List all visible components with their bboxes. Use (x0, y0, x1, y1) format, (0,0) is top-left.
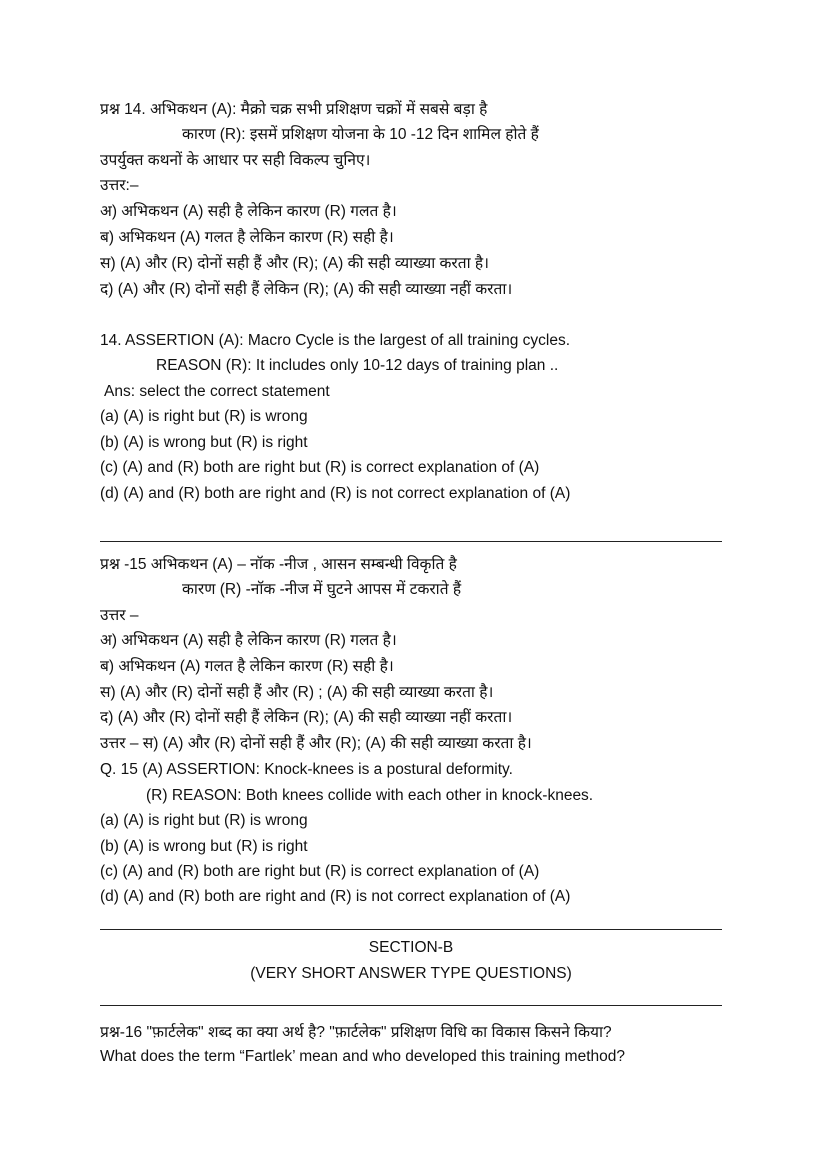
divider-rule (100, 1005, 722, 1006)
q16-english-question: What does the term “Fartlek’ mean and who developed this training method? (100, 1048, 625, 1065)
q14-hindi-option-d: द) (A) और (R) दोनों सही हैं लेकिन (R); (A) की सही व्याख्या नहीं करता। (100, 281, 513, 298)
q15-hindi-question-line1: प्रश्न -15 अभिकथन (A) – नॉक -नीज , आसन सम्बन्धी विकृति है (100, 556, 457, 573)
q14-hindi-option-a: अ) अभिकथन (A) सही है लेकिन कारण (R) गलत है। (100, 203, 397, 220)
divider-rule (100, 541, 722, 542)
q15-hindi-option-c: स) (A) और (R) दोनों सही हैं और (R) ; (A) की सही व्याख्या करता है। (100, 684, 494, 701)
q14-english-option-d: (d) (A) and (R) both are right and (R) is not correct explanation of (A) (100, 485, 571, 502)
q15-english-reason: (R) REASON: Both knees collide with each other in knock-knees. (146, 787, 594, 804)
q15-english-option-c: (c) (A) and (R) both are right but (R) is correct explanation of (A) (100, 863, 540, 880)
q14-english-assertion: 14. ASSERTION (A): Macro Cycle is the largest of all training cycles. (100, 332, 571, 349)
q14-hindi-question-line2: कारण (R): इसमें प्रशिक्षण योजना के 10 -12 दिन शामिल होते हैं (182, 126, 539, 143)
q15-english-option-d: (d) (A) and (R) both are right and (R) is not correct explanation of (A) (100, 888, 571, 905)
q15-hindi-option-a: अ) अभिकथन (A) सही है लेकिन कारण (R) गलत है। (100, 632, 397, 649)
divider-rule (100, 929, 722, 930)
q15-english-option-a: (a) (A) is right but (R) is wrong (100, 812, 308, 829)
q14-hindi-answer-label: उत्तर:– (100, 177, 139, 194)
q15-hindi-answer-line: उत्तर – स) (A) और (R) दोनों सही हैं और (R); (A) की सही व्याख्या करता है। (100, 735, 532, 752)
q15-hindi-answer-label: उत्तर – (100, 607, 139, 624)
q15-english-assertion: Q. 15 (A) ASSERTION: Knock-knees is a postural deformity. (100, 761, 513, 778)
q14-english-option-a: (a) (A) is right but (R) is wrong (100, 408, 308, 425)
q15-hindi-option-b: ब) अभिकथन (A) गलत है लेकिन कारण (R) सही है। (100, 658, 394, 675)
q15-hindi-question-line2: कारण (R) -नॉक -नीज में घुटने आपस में टकराते हैं (182, 581, 462, 598)
q15-hindi-option-d: द) (A) और (R) दोनों सही हैं लेकिन (R); (A) की सही व्याख्या नहीं करता। (100, 709, 513, 726)
q15-english-option-b: (b) (A) is wrong but (R) is right (100, 838, 308, 855)
section-b-subtitle: (VERY SHORT ANSWER TYPE QUESTIONS) (250, 965, 572, 982)
q14-english-option-b: (b) (A) is wrong but (R) is right (100, 434, 308, 451)
q14-english-reason: REASON (R): It includes only 10-12 days of training plan .. (156, 357, 559, 374)
q16-hindi-question: प्रश्न-16 "फ़ार्टलेक" शब्द का क्या अर्थ है? "फ़ार्टलेक" प्रशिक्षण विधि का विकास किसने किया? (100, 1024, 612, 1041)
q14-hindi-option-b: ब) अभिकथन (A) गलत है लेकिन कारण (R) सही है। (100, 229, 394, 246)
section-b-title: SECTION-B (368, 939, 454, 956)
q14-english-option-c: (c) (A) and (R) both are right but (R) is correct explanation of (A) (100, 459, 540, 476)
q14-hindi-instruction: उपर्युक्त कथनों के आधार पर सही विकल्प चुनिए। (100, 152, 371, 169)
q14-hindi-question-line1: प्रश्न 14. अभिकथन (A): मैक्रो चक्र सभी प्रशिक्षण चक्रों में सबसे बड़ा है (100, 101, 488, 118)
q14-english-ans-label: Ans: select the correct statement (104, 383, 330, 400)
q14-hindi-option-c: स) (A) और (R) दोनों सही हैं और (R); (A) की सही व्याख्या करता है। (100, 255, 490, 272)
